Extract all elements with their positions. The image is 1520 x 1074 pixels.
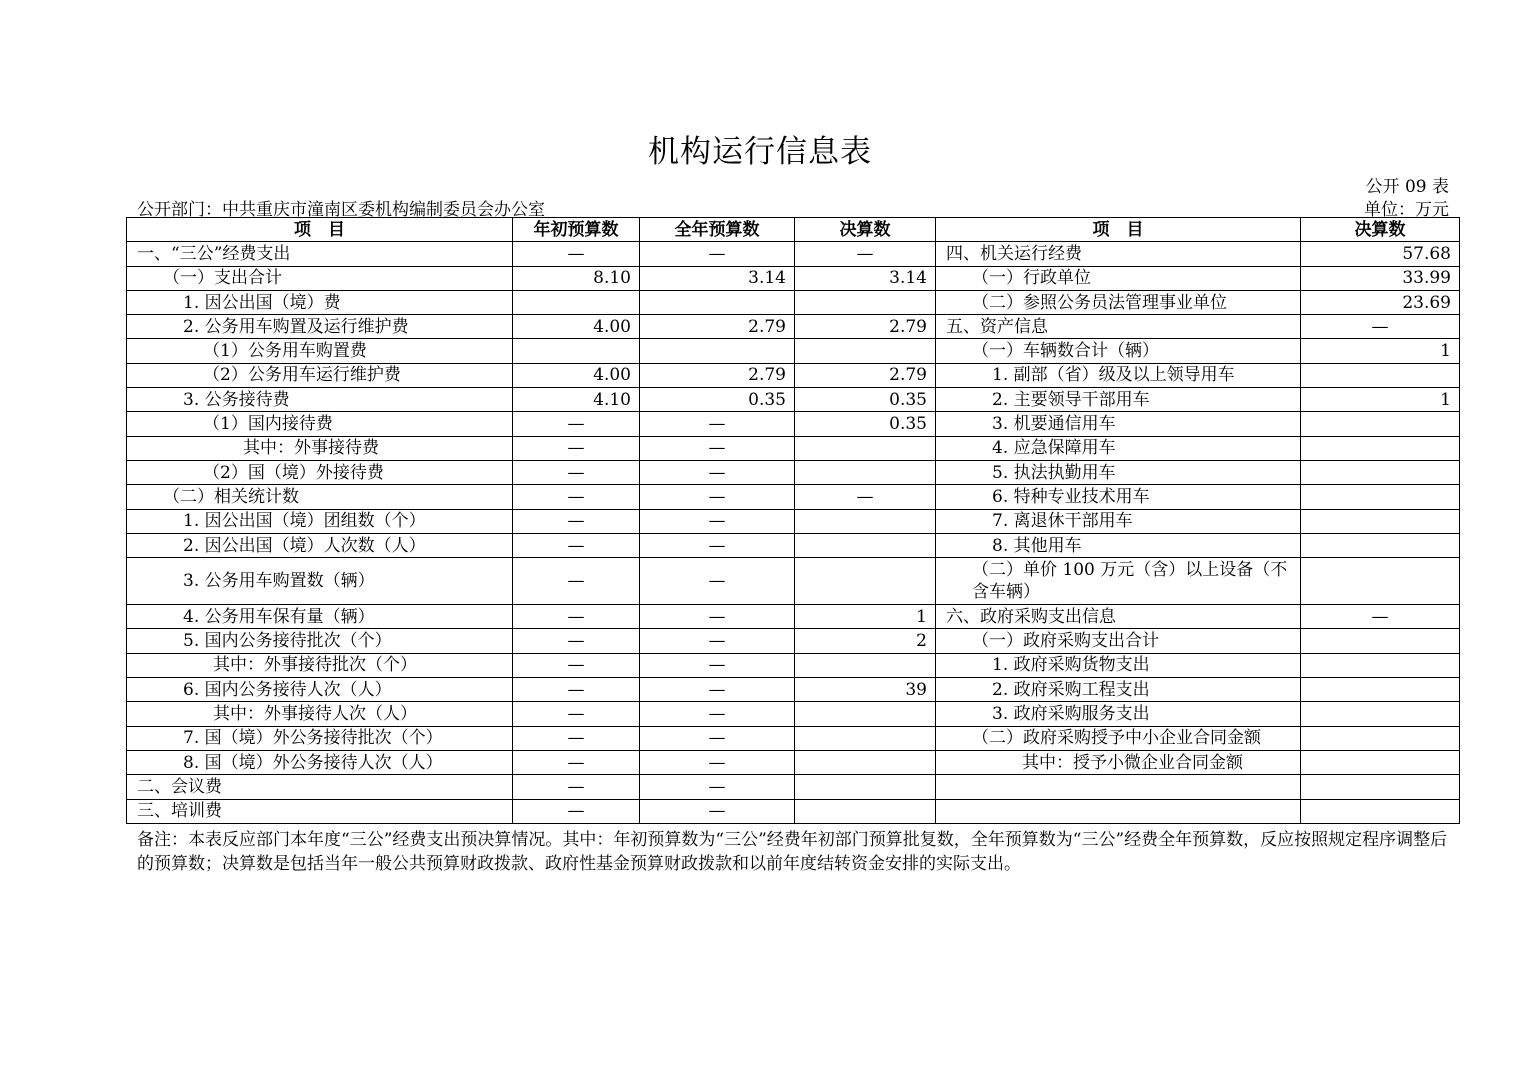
cell-final-value: [1301, 775, 1460, 799]
cell-final-value: 57.68: [1301, 242, 1460, 266]
row-item-left: 1. 因公出国（境）团组数（个）: [127, 509, 513, 533]
cell-final-value: [1301, 460, 1460, 484]
cell-final-value: 2: [795, 629, 936, 653]
table-row: [127, 509, 1460, 533]
cell-initial-budget: —: [513, 678, 640, 702]
cell-initial-budget: —: [513, 750, 640, 774]
cell-final-value: 23.69: [1301, 290, 1460, 314]
cell-final-value: [795, 726, 936, 750]
row-item-left: 一、“三公”经费支出: [127, 242, 513, 266]
table-row: [127, 242, 1460, 266]
table-row: [127, 799, 1460, 823]
cell-final-value: 33.99: [1301, 266, 1460, 290]
cell-initial-budget: 4.00: [513, 315, 640, 339]
row-item-left: 3. 公务接待费: [127, 388, 513, 412]
cell-final-value: [795, 653, 936, 677]
cell-final-value: [795, 436, 936, 460]
cell-initial-budget: —: [513, 799, 640, 823]
cell-annual-budget: —: [640, 558, 795, 605]
table-body: [127, 242, 1460, 824]
table-row: [127, 363, 1460, 387]
cell-final-value: 0.35: [795, 412, 936, 436]
cell-initial-budget: —: [513, 436, 640, 460]
row-item-right: 3. 机要通信用车: [936, 412, 1301, 436]
cell-final-value: —: [795, 485, 936, 509]
table-row: [127, 533, 1460, 557]
cell-annual-budget: —: [640, 412, 795, 436]
row-item-left: （1）国内接待费: [127, 412, 513, 436]
row-item-left: 2. 因公出国（境）人次数（人）: [127, 533, 513, 557]
row-item-right: 1. 副部（省）级及以上领导用车: [936, 363, 1301, 387]
row-item-right: （二）单价 100 万元（含）以上设备（不含车辆）: [936, 558, 1301, 605]
cell-final-value: 3.14: [795, 266, 936, 290]
cell-initial-budget: 8.10: [513, 266, 640, 290]
table-row: [127, 315, 1460, 339]
cell-final-value: —: [1301, 315, 1460, 339]
table-row: [127, 702, 1460, 726]
cell-final-value: [795, 290, 936, 314]
cell-initial-budget: —: [513, 412, 640, 436]
row-item-right: 7. 离退休干部用车: [936, 509, 1301, 533]
cell-annual-budget: —: [640, 678, 795, 702]
row-item-right: 2. 主要领导干部用车: [936, 388, 1301, 412]
cell-initial-budget: —: [513, 558, 640, 605]
row-item-right: 5. 执法执勤用车: [936, 460, 1301, 484]
cell-final-value: [1301, 702, 1460, 726]
cell-annual-budget: 2.79: [640, 315, 795, 339]
info-table: [126, 217, 1460, 824]
row-item-right: 五、资产信息: [936, 315, 1301, 339]
cell-initial-budget: —: [513, 726, 640, 750]
cell-initial-budget: —: [513, 242, 640, 266]
cell-final-value: [1301, 653, 1460, 677]
cell-final-value: 1: [1301, 339, 1460, 363]
cell-initial-budget: —: [513, 533, 640, 557]
header-final-right: 决算数: [1301, 218, 1460, 242]
cell-initial-budget: —: [513, 702, 640, 726]
cell-initial-budget: —: [513, 605, 640, 629]
row-item-right: [936, 799, 1301, 823]
row-item-left: 其中：外事接待人次（人）: [127, 702, 513, 726]
row-item-left: 2. 公务用车购置及运行维护费: [127, 315, 513, 339]
table-row: [127, 775, 1460, 799]
row-item-left: 8. 国（境）外公务接待人次（人）: [127, 750, 513, 774]
page-title: 机构运行信息表: [648, 134, 872, 170]
row-item-left: 7. 国（境）外公务接待批次（个）: [127, 726, 513, 750]
cell-initial-budget: —: [513, 485, 640, 509]
header-initial-budget: 年初预算数: [513, 218, 640, 242]
table-row: [127, 339, 1460, 363]
row-item-left: 1. 因公出国（境）费: [127, 290, 513, 314]
cell-annual-budget: —: [640, 242, 795, 266]
cell-annual-budget: —: [640, 629, 795, 653]
cell-final-value: [795, 460, 936, 484]
cell-initial-budget: —: [513, 775, 640, 799]
cell-final-value: —: [1301, 605, 1460, 629]
cell-final-value: [1301, 436, 1460, 460]
table-header-row: [127, 218, 1460, 242]
cell-annual-budget: —: [640, 799, 795, 823]
cell-initial-budget: [513, 339, 640, 363]
table-number: 公开 09 表: [1365, 177, 1449, 197]
cell-final-value: [1301, 678, 1460, 702]
row-item-right: 四、机关运行经费: [936, 242, 1301, 266]
cell-final-value: 2.79: [795, 363, 936, 387]
table-row: [127, 412, 1460, 436]
cell-final-value: 2.79: [795, 315, 936, 339]
cell-annual-budget: 3.14: [640, 266, 795, 290]
cell-final-value: [795, 799, 936, 823]
row-item-left: 其中：外事接待批次（个）: [127, 653, 513, 677]
row-item-left: 3. 公务用车购置数（辆）: [127, 558, 513, 605]
row-item-left: 二、会议费: [127, 775, 513, 799]
cell-initial-budget: —: [513, 653, 640, 677]
row-item-left: 5. 国内公务接待批次（个）: [127, 629, 513, 653]
row-item-left: （2）国（境）外接待费: [127, 460, 513, 484]
cell-final-value: 1: [795, 605, 936, 629]
table-row: [127, 485, 1460, 509]
cell-final-value: [1301, 485, 1460, 509]
table-row: [127, 460, 1460, 484]
row-item-right: （二）参照公务员法管理事业单位: [936, 290, 1301, 314]
table-row: [127, 726, 1460, 750]
cell-annual-budget: [640, 290, 795, 314]
cell-final-value: 0.35: [795, 388, 936, 412]
cell-annual-budget: 2.79: [640, 363, 795, 387]
table-row: [127, 605, 1460, 629]
row-item-right: 1. 政府采购货物支出: [936, 653, 1301, 677]
table-row: [127, 290, 1460, 314]
cell-final-value: [1301, 726, 1460, 750]
row-item-right: （二）政府采购授予中小企业合同金额: [936, 726, 1301, 750]
cell-final-value: [795, 509, 936, 533]
cell-initial-budget: [513, 290, 640, 314]
row-item-left: （一）支出合计: [127, 266, 513, 290]
row-item-left: 其中：外事接待费: [127, 436, 513, 460]
row-item-left: 三、培训费: [127, 799, 513, 823]
cell-annual-budget: —: [640, 775, 795, 799]
cell-final-value: [795, 558, 936, 605]
cell-annual-budget: —: [640, 750, 795, 774]
cell-final-value: [795, 702, 936, 726]
cell-annual-budget: —: [640, 605, 795, 629]
table-row: [127, 436, 1460, 460]
cell-annual-budget: —: [640, 726, 795, 750]
cell-final-value: [795, 533, 936, 557]
table-row: [127, 653, 1460, 677]
cell-annual-budget: —: [640, 436, 795, 460]
cell-final-value: [1301, 412, 1460, 436]
row-item-right: [936, 775, 1301, 799]
cell-final-value: [795, 339, 936, 363]
cell-annual-budget: —: [640, 533, 795, 557]
department-label: 公开部门：中共重庆市潼南区委机构编制委员会办公室: [137, 200, 545, 220]
row-item-right: 其中：授予小微企业合同金额: [936, 750, 1301, 774]
row-item-right: 4. 应急保障用车: [936, 436, 1301, 460]
cell-final-value: [795, 750, 936, 774]
table-row: [127, 750, 1460, 774]
cell-annual-budget: —: [640, 509, 795, 533]
row-item-left: （二）相关统计数: [127, 485, 513, 509]
cell-initial-budget: 4.10: [513, 388, 640, 412]
table-row: [127, 629, 1460, 653]
row-item-right: （一）政府采购支出合计: [936, 629, 1301, 653]
table-row: [127, 558, 1460, 605]
row-item-right: 六、政府采购支出信息: [936, 605, 1301, 629]
table-row: [127, 678, 1460, 702]
header-final-left: 决算数: [795, 218, 936, 242]
footnote: 备注：本表反应部门本年度“三公”经费支出预决算情况。其中：年初预算数为“三公”经费年初部门预算批复数，全年预算数为“三公”经费全年预算数，反应按照规定程序调整后的预算数；决算数是包括当年一般公共预算财政拨款、政府性基金预算财政拨款和以前年度结转资金安排的实际支出。: [137, 830, 1448, 874]
cell-annual-budget: —: [640, 653, 795, 677]
cell-final-value: [1301, 750, 1460, 774]
cell-final-value: [1301, 558, 1460, 605]
row-item-right: 6. 特种专业技术用车: [936, 485, 1301, 509]
row-item-left: 6. 国内公务接待人次（人）: [127, 678, 513, 702]
cell-initial-budget: 4.00: [513, 363, 640, 387]
table-row: [127, 388, 1460, 412]
cell-annual-budget: [640, 339, 795, 363]
cell-final-value: —: [795, 242, 936, 266]
row-item-right: （一）车辆数合计（辆）: [936, 339, 1301, 363]
cell-final-value: [1301, 509, 1460, 533]
row-item-left: （2）公务用车运行维护费: [127, 363, 513, 387]
unit-label: 单位：万元: [1364, 200, 1449, 220]
row-item-right: 8. 其他用车: [936, 533, 1301, 557]
row-item-right: 3. 政府采购服务支出: [936, 702, 1301, 726]
cell-annual-budget: 0.35: [640, 388, 795, 412]
cell-annual-budget: —: [640, 485, 795, 509]
cell-final-value: 1: [1301, 388, 1460, 412]
cell-annual-budget: —: [640, 460, 795, 484]
cell-final-value: 39: [795, 678, 936, 702]
header-item-left: 项 目: [127, 218, 513, 242]
cell-initial-budget: —: [513, 460, 640, 484]
cell-final-value: [1301, 363, 1460, 387]
row-item-right: （一）行政单位: [936, 266, 1301, 290]
cell-final-value: [1301, 533, 1460, 557]
cell-final-value: [795, 775, 936, 799]
row-item-right: 2. 政府采购工程支出: [936, 678, 1301, 702]
cell-initial-budget: —: [513, 509, 640, 533]
cell-final-value: [1301, 629, 1460, 653]
header-annual-budget: 全年预算数: [640, 218, 795, 242]
row-item-left: （1）公务用车购置费: [127, 339, 513, 363]
cell-annual-budget: —: [640, 702, 795, 726]
header-item-right: 项 目: [936, 218, 1301, 242]
row-item-left: 4. 公务用车保有量（辆）: [127, 605, 513, 629]
cell-final-value: [1301, 799, 1460, 823]
table-row: [127, 266, 1460, 290]
cell-initial-budget: —: [513, 629, 640, 653]
